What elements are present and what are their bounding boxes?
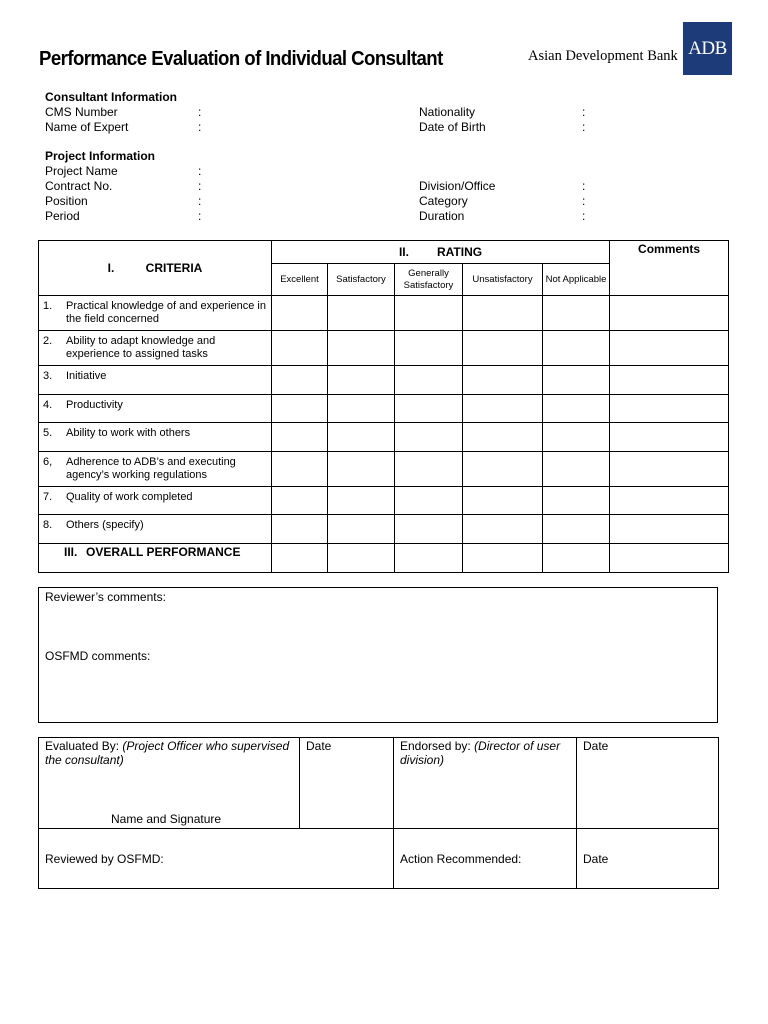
date-of-birth-label: Date of Birth (419, 120, 486, 134)
rating-cell[interactable] (272, 452, 328, 487)
table-row (39, 296, 729, 331)
cms-number-label: CMS Number (45, 105, 118, 119)
rating-cell[interactable] (395, 487, 463, 515)
evaluated-by-note: (Project Officer who supervised the consultant) (45, 739, 290, 767)
comments-box[interactable] (38, 587, 718, 723)
period-label: Period (45, 209, 80, 223)
table-row (39, 452, 729, 487)
rating-cell[interactable] (395, 395, 463, 423)
evaluated-by-cell[interactable] (39, 738, 300, 829)
rating-number: II. (398, 245, 409, 259)
criterion-text: Ability to adapt knowledge and experience to assigned tasks (66, 335, 216, 360)
rating-cell[interactable] (328, 452, 395, 487)
rating-cell[interactable] (395, 331, 463, 366)
comment-cell[interactable] (610, 544, 729, 573)
criterion-number: 3. (43, 370, 53, 382)
rating-col-unsatisfactory: Unsatisfactory (463, 264, 543, 296)
reviewer-comments-label: Reviewer’s comments: (45, 590, 166, 604)
rating-cell[interactable] (395, 544, 463, 573)
consultant-info-heading: Consultant Information (45, 90, 177, 104)
reviewed-by-osfmd-label: Reviewed by OSFMD: (45, 851, 164, 866)
project-name-label: Project Name (45, 164, 118, 178)
rating-col-not-applicable: Not Applicable (543, 264, 610, 296)
criterion-number: 6, (43, 456, 53, 468)
category-label: Category (419, 194, 468, 208)
rating-cell[interactable] (543, 423, 610, 452)
criterion-text: Productivity (66, 399, 123, 411)
rating-cell[interactable] (463, 423, 543, 452)
rating-cell[interactable] (543, 544, 610, 573)
action-recommended-cell[interactable] (394, 829, 577, 889)
position-label: Position (45, 194, 88, 208)
criteria-header (39, 241, 272, 296)
contract-no-value: : (198, 179, 202, 193)
osfmd-comments-label: OSFMD comments: (45, 649, 151, 663)
nationality-label: Nationality (419, 105, 476, 119)
rating-col-excellent: Excellent (272, 264, 328, 296)
division-office-label: Division/Office (419, 179, 496, 193)
reviewed-by-osfmd-cell[interactable] (39, 829, 394, 889)
rating-cell[interactable] (328, 544, 395, 573)
date-of-birth-value: : (582, 120, 586, 134)
overall-performance-row (39, 544, 729, 573)
period-value: : (198, 209, 202, 223)
rating-cell[interactable] (328, 515, 395, 544)
rating-cell[interactable] (272, 395, 328, 423)
page-title: Performance Evaluation of Individual Consultant (39, 48, 443, 70)
date-label: Date (583, 851, 609, 866)
signature-table (38, 737, 719, 889)
bank-name: Asian Development Bank (528, 48, 678, 64)
division-office-value: : (582, 179, 586, 193)
criterion-text: Adherence to ADB’s and executing agency’s working regulations (66, 456, 236, 481)
rating-header (272, 241, 610, 264)
comment-cell[interactable] (610, 366, 729, 395)
rating-cell[interactable] (328, 395, 395, 423)
duration-label: Duration (419, 209, 465, 223)
date-cell-2[interactable] (577, 738, 719, 829)
rating-cell[interactable] (272, 487, 328, 515)
endorsed-by-note: (Director of user division) (400, 739, 561, 767)
rating-cell[interactable] (395, 423, 463, 452)
category-value: : (582, 194, 586, 208)
endorsed-by-label: Endorsed by: (400, 739, 471, 753)
date-label: Date (306, 739, 332, 753)
name-and-signature-label: Name and Signature (111, 812, 222, 826)
criterion-text: Initiative (66, 370, 107, 382)
comment-cell[interactable] (610, 395, 729, 423)
criterion-number: 2. (43, 335, 53, 347)
rating-cell[interactable] (395, 515, 463, 544)
rating-cell[interactable] (543, 395, 610, 423)
rating-cell[interactable] (272, 515, 328, 544)
date-cell-3[interactable] (577, 829, 719, 889)
table-row (39, 487, 729, 515)
name-of-expert-label: Name of Expert (45, 120, 129, 134)
comment-cell[interactable] (610, 487, 729, 515)
rating-col-satisfactory: Satisfactory (328, 264, 395, 296)
rating-cell[interactable] (272, 296, 328, 331)
rating-cell[interactable] (463, 296, 543, 331)
rating-cell[interactable] (272, 423, 328, 452)
rating-cell[interactable] (463, 395, 543, 423)
comment-cell[interactable] (610, 296, 729, 331)
rating-cell[interactable] (543, 487, 610, 515)
criterion-number: 8. (43, 519, 53, 531)
criterion-number: 4. (43, 399, 53, 411)
rating-cell[interactable] (543, 452, 610, 487)
endorsed-by-cell[interactable] (394, 738, 577, 829)
rating-cell[interactable] (328, 296, 395, 331)
rating-cell[interactable] (395, 366, 463, 395)
cms-number-value: : (198, 105, 202, 119)
criteria-number: I. (107, 261, 115, 275)
rating-cell[interactable] (395, 296, 463, 331)
table-row (39, 331, 729, 366)
name-of-expert-value: : (198, 120, 202, 134)
rating-cell[interactable] (395, 452, 463, 487)
project-name-value: : (198, 164, 202, 178)
table-row (39, 515, 729, 544)
date-label: Date (583, 739, 609, 753)
criterion-number: 1. (43, 300, 53, 312)
nationality-value: : (582, 105, 586, 119)
evaluation-table (38, 240, 729, 573)
criterion-text: Ability to work with others (66, 427, 191, 439)
table-row (39, 395, 729, 423)
rating-cell[interactable] (463, 515, 543, 544)
overall-performance-label: OVERALL PERFORMANCE (86, 545, 241, 559)
overall-number: III. (64, 545, 78, 559)
table-row (39, 366, 729, 395)
rating-col-generally-satisfactory: Generally Satisfactory (395, 264, 463, 296)
criterion-text: Quality of work completed (66, 491, 193, 503)
adb-logo: ADB (683, 22, 732, 75)
action-recommended-label: Action Recommended: (400, 851, 522, 866)
rating-cell[interactable] (543, 515, 610, 544)
date-cell-1[interactable] (300, 738, 394, 829)
comment-cell[interactable] (610, 423, 729, 452)
rating-cell[interactable] (463, 331, 543, 366)
rating-cell[interactable] (328, 423, 395, 452)
rating-cell[interactable] (328, 366, 395, 395)
project-info-heading: Project Information (45, 149, 156, 163)
position-value: : (198, 194, 202, 208)
rating-cell[interactable] (463, 544, 543, 573)
rating-cell[interactable] (543, 366, 610, 395)
comment-cell[interactable] (610, 515, 729, 544)
criteria-heading: CRITERIA (145, 261, 203, 275)
criterion-number: 7. (43, 491, 53, 503)
rating-cell[interactable] (463, 366, 543, 395)
rating-heading: RATING (436, 245, 483, 259)
rating-cell[interactable] (328, 487, 395, 515)
rating-cell[interactable] (272, 544, 328, 573)
criterion-text: Others (specify) (66, 519, 144, 531)
criterion-text: Practical knowledge of and experience in the field concerned (66, 300, 266, 325)
rating-cell[interactable] (543, 331, 610, 366)
rating-cell[interactable] (463, 452, 543, 487)
evaluated-by-label: Evaluated By: (45, 739, 120, 753)
comment-cell[interactable] (610, 331, 729, 366)
rating-cell[interactable] (272, 331, 328, 366)
rating-cell[interactable] (272, 366, 328, 395)
rating-cell[interactable] (328, 331, 395, 366)
contract-no-label: Contract No. (45, 179, 113, 193)
rating-cell[interactable] (463, 487, 543, 515)
comment-cell[interactable] (610, 452, 729, 487)
comments-header: Comments (610, 241, 729, 296)
rating-cell[interactable] (543, 296, 610, 331)
table-row (39, 423, 729, 452)
duration-value: : (582, 209, 586, 223)
criterion-number: 5. (43, 427, 53, 439)
